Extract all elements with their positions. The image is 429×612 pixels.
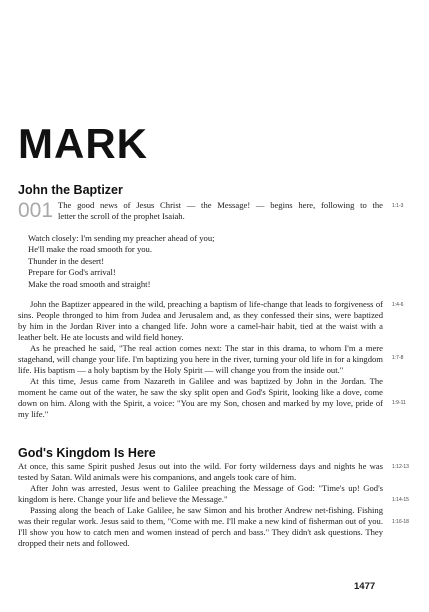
verse-ref: 1:12-13 (392, 464, 409, 470)
verse-ref: 1:9-11 (392, 400, 406, 406)
paragraph: At this time, Jesus came from Nazareth in Galilee and was baptized by John in the Jordan. The moment he came out of the water, he saw the sky split open and God's Spirit, looking like a dove, come down on him. Along with the Spirit, a voice: "You are my Son, chosen and marked by my love, pride of my life." (18, 376, 383, 419)
poem-line: Watch closely: I'm sending my preacher ahead of you; (28, 233, 215, 243)
paragraph: As he preached he said, "The real action comes next: The star in this drama, to whom I'm a mere stagehand, will change your life. I'm baptizing you here in the river, turning your old life in for a kingdom life. His baptism — a holy baptism by the Holy Spirit — will change you from the inside out." (18, 343, 383, 375)
section-heading-gods-kingdom: God's Kingdom Is Here (18, 446, 156, 460)
poem-line: Thunder in the desert! (28, 255, 105, 266)
opening-paragraph (18, 200, 383, 224)
opening-line-1: The good news of Jesus Christ — the Message! — begins here, following to the (58, 200, 383, 210)
page-number: 1477 (354, 581, 376, 592)
verse-ref: 1:14-15 (392, 497, 409, 503)
poem-line: Prepare for God's arrival! (28, 267, 116, 278)
paragraph: Passing along the beach of Lake Galilee, he saw Simon and his brother Andrew net-fishing. Fishing was their regular work. Jesus said to them, "Come with me. I'll make a new kind of fisherman out of you. I'll show you how to catch men and women instead of perch and bass." They didn't ask questions. They dropped their nets and followed. (18, 505, 383, 548)
gods-kingdom-body (18, 461, 383, 549)
paragraph: John the Baptizer appeared in the wild, preaching a baptism of life-change that leads to forgiveness of sins. People thronged to him from Judea and Jerusalem and, as they confessed their sins, were baptized by him in the Jordan River into a changed life. John wore a camel-hair habit, tied at the waist with a leather belt. He ate locusts and wild field honey. (18, 299, 383, 342)
isaiah-quotation (28, 233, 368, 290)
verse-ref: 1:4-6 (392, 302, 404, 308)
verse-ref: 1:1-3 (392, 203, 404, 209)
verse-ref: 1:7-8 (392, 355, 404, 361)
poem-line: Make the road smooth and straight! (28, 278, 151, 289)
verse-ref: 1:16-18 (392, 519, 409, 525)
chapter-number: 001 (18, 199, 54, 222)
section-heading-john-the-baptizer: John the Baptizer (18, 183, 123, 197)
paragraph: At once, this same Spirit pushed Jesus out into the wild. For forty wilderness days and nights he was tested by Satan. Wild animals were his companions, and angels took care of him. (18, 461, 383, 482)
john-baptizer-body (18, 299, 383, 420)
opening-line-2: letter the scroll of the prophet Isaiah. (58, 211, 185, 221)
paragraph: After John was arrested, Jesus went to Galilee preaching the Message of God: "Time's up! God's kingdom is here. Change your life and believe the Message." (18, 483, 383, 504)
book-title: MARK (18, 120, 148, 167)
poem-line: He'll make the road smooth for you. (28, 244, 152, 255)
